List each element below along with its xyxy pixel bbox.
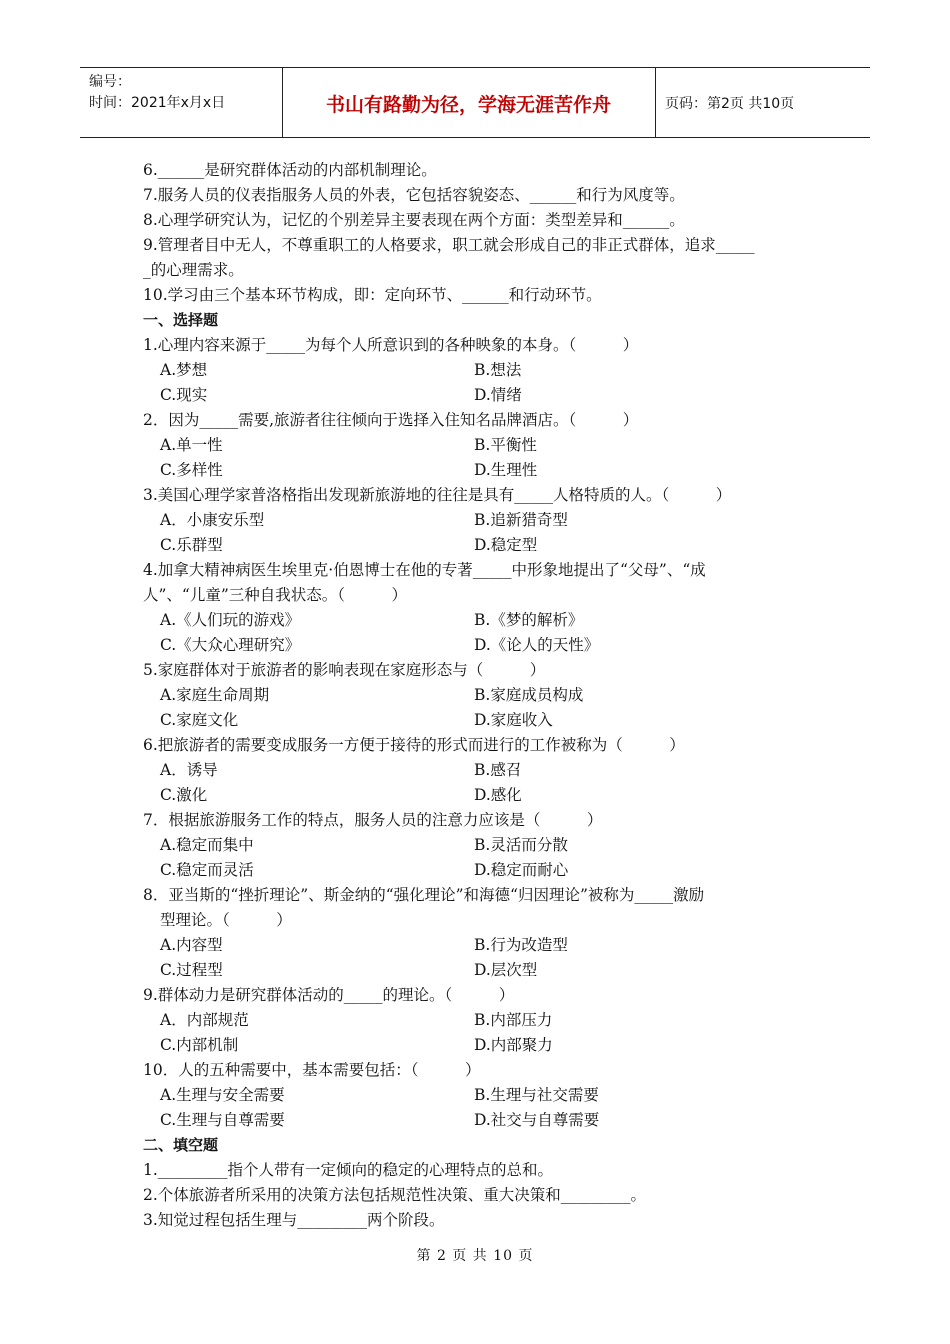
option-row xyxy=(143,508,823,533)
option-row xyxy=(143,433,823,458)
option-row xyxy=(143,858,823,883)
option-row xyxy=(143,958,823,983)
option-c: C.现实 xyxy=(160,386,208,404)
option-a: A.《人们玩的游戏》 xyxy=(160,611,301,629)
option-row xyxy=(143,833,823,858)
option-row xyxy=(143,933,823,958)
option-a: A.梦想 xyxy=(160,361,208,379)
option-a: A.单一性 xyxy=(160,436,223,454)
option-c: C.激化 xyxy=(160,786,208,804)
question-text: 8．亚当斯的“挫折理论”、斯金纳的“强化理论”和海德“归因理论”被称为_____激励 xyxy=(143,886,705,904)
option-row xyxy=(143,683,823,708)
option-a: A．小康安乐型 xyxy=(160,511,265,529)
option-c: C.过程型 xyxy=(160,961,223,979)
option-c: C.内部机制 xyxy=(160,1036,239,1054)
option-row xyxy=(143,758,823,783)
option-c: C.《大众心理研究》 xyxy=(160,636,301,654)
option-d: D.层次型 xyxy=(474,961,538,979)
question-text: 2．因为_____需要,旅游者往往倾向于选择入住知名品牌酒店。（ ） xyxy=(143,411,639,429)
option-c: C.稳定而灵活 xyxy=(160,861,254,879)
option-b: B.生理与社交需要 xyxy=(474,1086,599,1104)
option-row xyxy=(143,633,823,658)
fill-item-continuation: _的心理需求。 xyxy=(143,261,244,279)
question-text: 3.美国心理学家普洛格指出发现新旅游地的往往是具有_____人格特质的人。（ ） xyxy=(143,486,732,504)
header-divider xyxy=(655,68,656,137)
fill-item: 3.知觉过程包括生理与_________两个阶段。 xyxy=(143,1211,445,1229)
question-text: 6.把旅游者的需要变成服务一方便于接待的形式而进行的工作被称为（ ） xyxy=(143,736,685,754)
option-b: B.灵活而分散 xyxy=(474,836,568,854)
option-b: B.内部压力 xyxy=(474,1011,553,1029)
fill-item: 1._________指个人带有一定倾向的稳定的心理特点的总和。 xyxy=(143,1161,554,1179)
header-motto: 书山有路勤为径，学海无涯苦作舟 xyxy=(325,94,611,116)
option-a: A.稳定而集中 xyxy=(160,836,254,854)
header-table xyxy=(80,67,870,138)
option-a: A.生理与安全需要 xyxy=(160,1086,285,1104)
option-row xyxy=(143,458,823,483)
option-c: C.生理与自尊需要 xyxy=(160,1111,285,1129)
option-b: B.平衡性 xyxy=(474,436,537,454)
question-text-continuation: 人”、“儿童”三种自我状态。（ ） xyxy=(143,586,408,604)
question-text: 9.群体动力是研究群体活动的_____的理论。（ ） xyxy=(143,986,515,1004)
fill-item: 9.管理者目中无人，不尊重职工的人格要求，职工就会形成自己的非正式群体，追求_____ xyxy=(143,236,755,254)
header-page-info: 页码：第2页 共10页 xyxy=(665,96,795,112)
option-c: C.多样性 xyxy=(160,461,223,479)
fill-item: 8.心理学研究认为，记忆的个别差异主要表现在两个方面：类型差异和______。 xyxy=(143,211,685,229)
option-row xyxy=(143,1108,823,1133)
fill-item: 6.______是研究群体活动的内部机制理论。 xyxy=(143,161,437,179)
document-body xyxy=(143,158,823,1233)
option-d: D.社交与自尊需要 xyxy=(474,1111,600,1129)
option-row xyxy=(143,708,823,733)
option-b: B.家庭成员构成 xyxy=(474,686,584,704)
option-d: D.稳定而耐心 xyxy=(474,861,569,879)
option-row xyxy=(143,1033,823,1058)
option-a: A.内容型 xyxy=(160,936,223,954)
option-d: D.感化 xyxy=(474,786,522,804)
question-text: 4.加拿大精神病医生埃里克·伯恩博士在他的专著_____中形象地提出了“父母”、“成 xyxy=(143,561,706,579)
section-title-choice: 一、选择题 xyxy=(143,311,219,329)
option-row xyxy=(143,608,823,633)
question-text: 10．人的五种需要中，基本需要包括：（ ） xyxy=(143,1061,481,1079)
option-row xyxy=(143,783,823,808)
question-text: 1.心理内容来源于_____为每个人所意识到的各种映象的本身。（ ） xyxy=(143,336,639,354)
option-b: B.感召 xyxy=(474,761,522,779)
page-footer: 第 2 页 共 10 页 xyxy=(416,1248,534,1264)
time-label: 时间：2021年x月x日 xyxy=(89,95,226,111)
option-a: A.家庭生命周期 xyxy=(160,686,270,704)
option-a: A．内部规范 xyxy=(160,1011,249,1029)
option-d: D.情绪 xyxy=(474,386,522,404)
header-meta xyxy=(89,72,225,114)
option-d: D.生理性 xyxy=(474,461,538,479)
option-c: C.家庭文化 xyxy=(160,711,239,729)
option-c: C.乐群型 xyxy=(160,536,223,554)
option-d: D.内部聚力 xyxy=(474,1036,553,1054)
option-b: B.想法 xyxy=(474,361,522,379)
option-b: B.追新猎奇型 xyxy=(474,511,568,529)
option-d: D.稳定型 xyxy=(474,536,538,554)
option-d: D.家庭收入 xyxy=(474,711,553,729)
option-d: D.《论人的天性》 xyxy=(474,636,600,654)
fill-item: 10.学习由三个基本环节构成，即：定向环节、______和行动环节。 xyxy=(143,286,602,304)
option-b: B.行为改造型 xyxy=(474,936,568,954)
fill-item: 2.个体旅游者所采用的决策方法包括规范性决策、重大决策和_________。 xyxy=(143,1186,647,1204)
option-row xyxy=(143,383,823,408)
option-row xyxy=(143,1083,823,1108)
option-row xyxy=(143,358,823,383)
option-row xyxy=(143,533,823,558)
number-label: 编号： xyxy=(89,74,131,90)
question-text-continuation: 型理论。（ ） xyxy=(160,911,292,929)
section-title-fill: 二、填空题 xyxy=(143,1136,219,1154)
option-a: A．诱导 xyxy=(160,761,218,779)
fill-item: 7.服务人员的仪表指服务人员的外表，它包括容貌姿态、______和行为风度等。 xyxy=(143,186,685,204)
question-text: 5.家庭群体对于旅游者的影响表现在家庭形态与（ ） xyxy=(143,661,546,679)
option-row xyxy=(143,1008,823,1033)
option-b: B.《梦的解析》 xyxy=(474,611,584,629)
question-text: 7．根据旅游服务工作的特点，服务人员的注意力应该是（ ） xyxy=(143,811,603,829)
